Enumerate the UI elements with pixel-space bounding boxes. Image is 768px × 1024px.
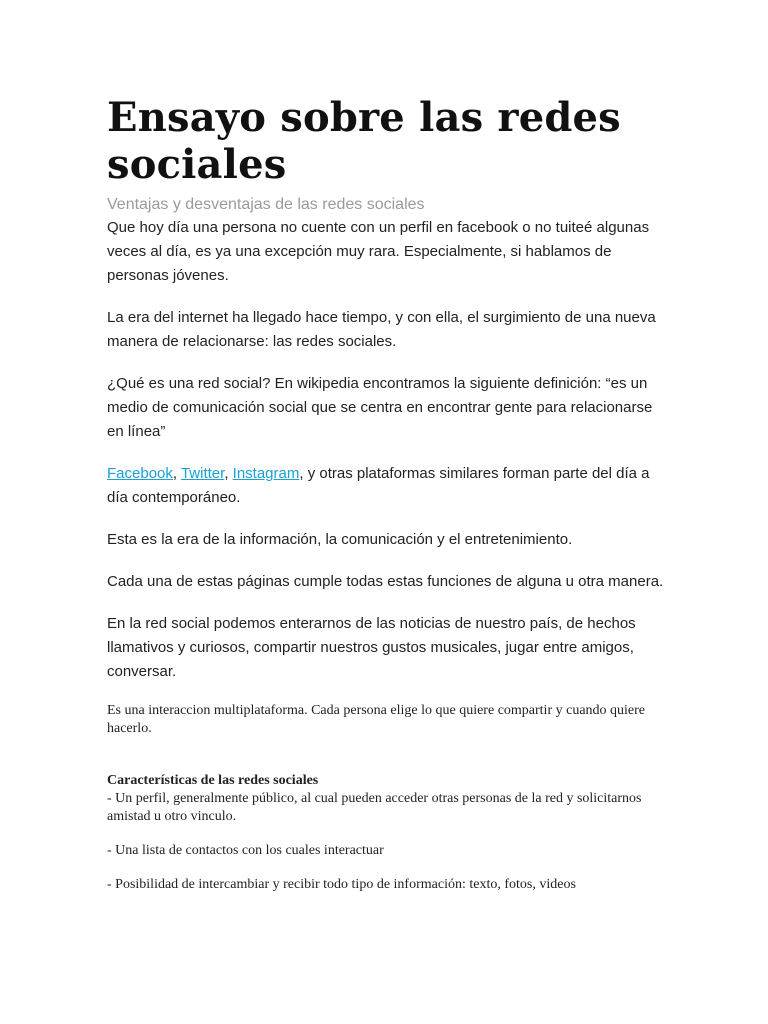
paragraph-4-rest: , y otras plataformas similares forman parte del día a día contemporáneo. [107,465,650,506]
article-title: Ensayo sobre las redes sociales [107,94,621,188]
spacer [107,860,668,876]
paragraph-5: Esta es la era de la información, la comunicación y el entretenimiento. [107,531,573,548]
article-subtitle: Ventajas y desventajas de las redes sociales [107,196,425,213]
link-separator: , [224,465,233,482]
paragraph-1: Que hoy día una persona no cuente con un perfil en facebook o no tuiteé algunas veces al día, es ya una excepción muy rara. Especialmente, si hablamos de personas jóvenes. [107,219,650,284]
paragraph-3: ¿Qué es una red social? En wikipedia encontramos la siguiente definición: “es un medio de comunicación social que se centra en encontrar gente para relacionarse en línea” [107,375,653,440]
link-separator: , [172,465,181,482]
characteristics-heading: Características de las redes sociales [107,773,319,788]
characteristic-item-2: - Una lista de contactos con los cuales interactuar [107,843,384,858]
instagram-link[interactable]: Instagram [232,465,300,482]
paragraph-2: La era del internet ha llegado hace tiempo, y con ella, el surgimiento de una nueva manera de relacionarse: las redes sociales. [107,309,656,350]
spacer [107,738,668,772]
characteristic-item-3: - Posibilidad de intercambiar y recibir todo tipo de información: texto, fotos, videos [107,877,576,892]
spacer [107,826,668,842]
twitter-link[interactable]: Twitter [180,465,225,482]
facebook-link[interactable]: Facebook [107,465,173,482]
paragraph-4 [107,462,668,510]
paragraph-6: Cada una de estas páginas cumple todas estas funciones de alguna u otra manera. [107,573,664,590]
characteristic-item-1: - Un perfil, generalmente público, al cual pueden acceder otras personas de la red y solicitarnos amistad u otro vinculo. [107,791,642,824]
paragraph-7: En la red social podemos enterarnos de las noticias de nuestro país, de hechos llamativos y curiosos, compartir nuestros gustos musicales, jugar entre amigos, conversar. [107,615,636,680]
paragraph-8: Es una interaccion multiplataforma. Cada persona elige lo que quiere compartir y cuando quiere hacerlo. [107,703,646,736]
